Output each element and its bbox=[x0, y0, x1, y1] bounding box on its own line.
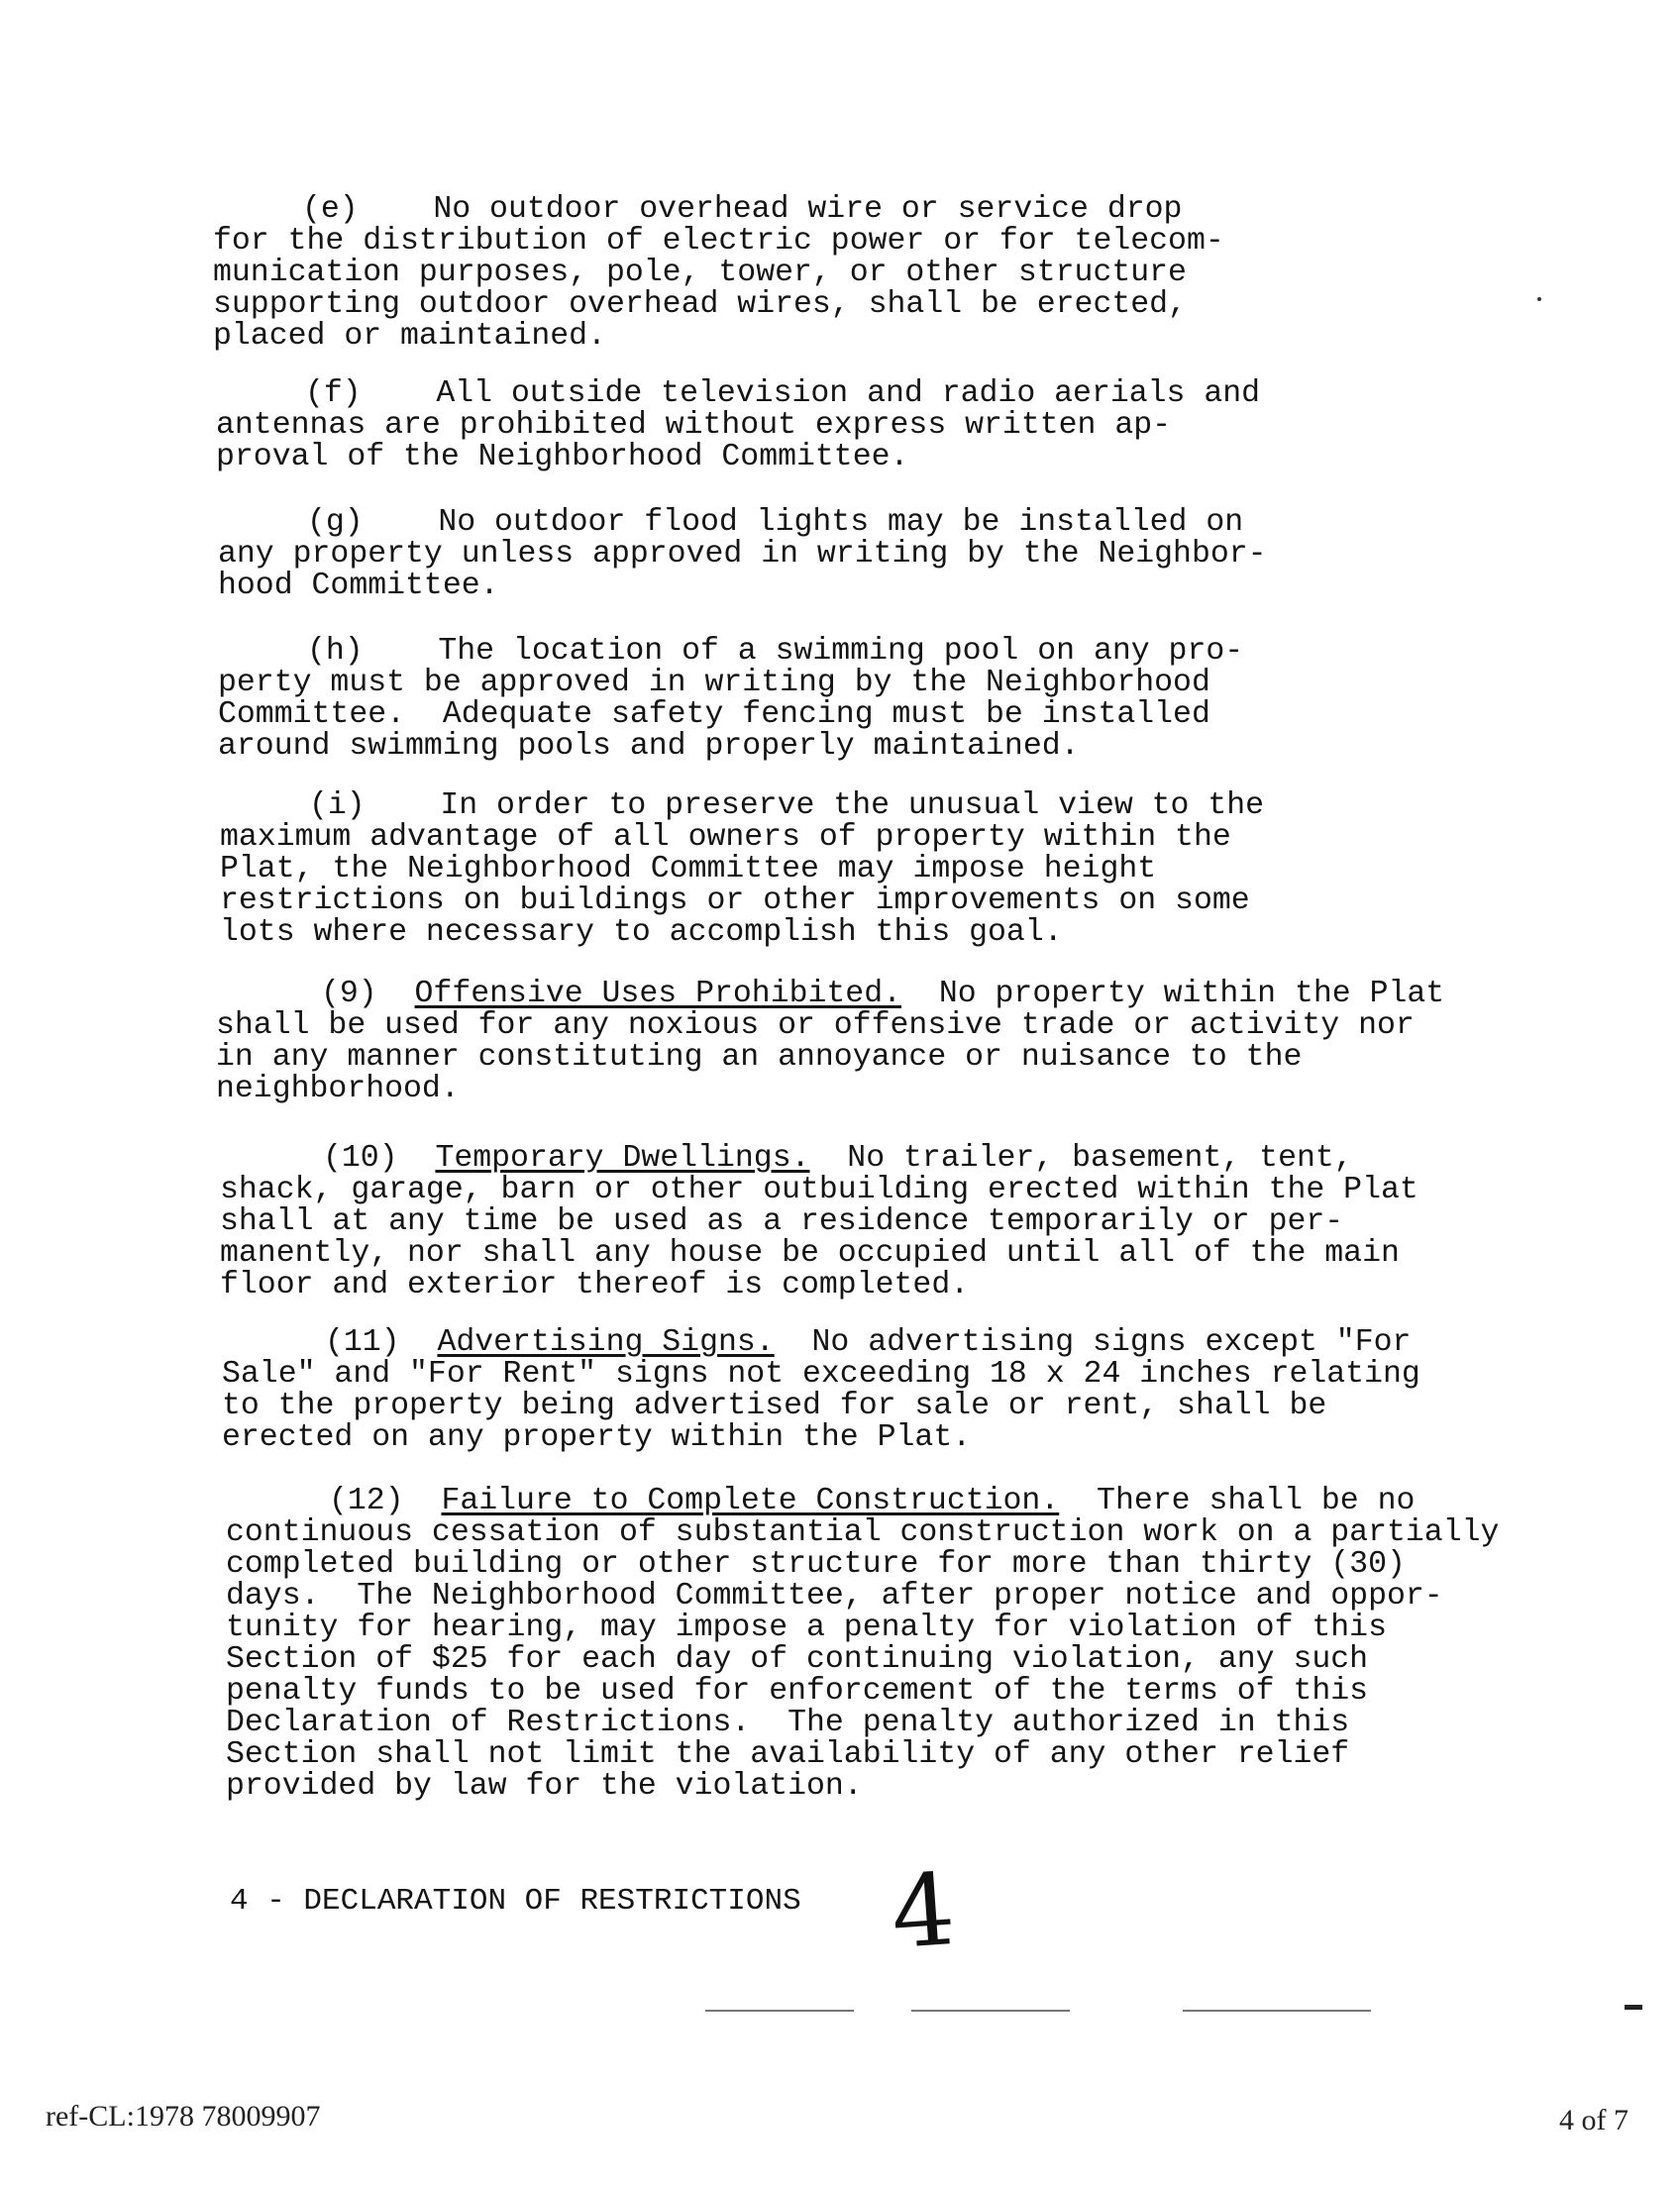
clause-h bbox=[218, 634, 1244, 764]
section-9-heading: Offensive Uses Prohibited. bbox=[414, 977, 902, 1011]
clause-f-line-1: All outside television and radio aerials and bbox=[361, 376, 1261, 411]
clause-g-label: (g) bbox=[307, 505, 364, 540]
section-12-line-3: completed building or other structure for more than thirty (30) bbox=[226, 1547, 1406, 1582]
section-12-first-line-rest: There shall be no bbox=[1059, 1484, 1416, 1518]
clause-f-line-3: proval of the Neighborhood Committee. bbox=[216, 440, 909, 474]
section-11-line-3: to the property being advertised for sale or rent, shall be bbox=[222, 1389, 1327, 1423]
clause-h-line-2: perty must be approved in writing by the Neighborhood bbox=[218, 666, 1210, 700]
section-11-heading: Advertising Signs. bbox=[437, 1325, 775, 1360]
scan-dash bbox=[705, 2010, 854, 2012]
section-9-number: (9) bbox=[321, 977, 377, 1011]
section-12-line-6: Section of $25 for each day of continuing violation, any such bbox=[226, 1642, 1369, 1677]
clause-e-line-1: No outdoor overhead wire or service drop bbox=[358, 192, 1183, 227]
clause-e-line-5: placed or maintained. bbox=[213, 319, 606, 354]
section-10-number: (10) bbox=[323, 1141, 398, 1176]
clause-i-line-1: In order to preserve the unusual view to the bbox=[365, 788, 1265, 823]
section-10-line-5: floor and exterior thereof is completed. bbox=[220, 1268, 970, 1302]
section-10-first-line-rest: No trailer, basement, tent, bbox=[809, 1141, 1353, 1176]
clause-g-line-2: any property unless approved in writing by the Neighbor- bbox=[218, 537, 1267, 572]
section-11-number: (11) bbox=[325, 1325, 400, 1360]
scan-speck bbox=[1537, 297, 1541, 301]
section-9 bbox=[216, 979, 1444, 1105]
clause-h-line-4: around swimming pools and properly maintained. bbox=[218, 729, 1080, 764]
clause-i-label: (i) bbox=[309, 788, 366, 823]
clause-h-line-3: Committee. Adequate safety fencing must be installed bbox=[218, 697, 1210, 732]
clause-f bbox=[216, 376, 1261, 474]
section-10 bbox=[220, 1143, 1418, 1302]
reference-number: ref-CL:1978 78009907 bbox=[46, 2100, 321, 2133]
section-12 bbox=[226, 1486, 1499, 1803]
section-12-line-7: penalty funds to be used for enforcement of the terms of this bbox=[226, 1674, 1369, 1709]
section-9-line-3: in any manner constituting an annoyance or nuisance to the bbox=[216, 1040, 1303, 1075]
section-11-line-2: Sale" and "For Rent" signs not exceeding 18 x 24 inches relating bbox=[222, 1357, 1420, 1392]
clause-i-line-2: maximum advantage of all owners of property within the bbox=[220, 820, 1231, 855]
section-12-line-9: Section shall not limit the availability of any other relief bbox=[226, 1737, 1350, 1772]
section-12-line-8: Declaration of Restrictions. The penalty authorized in this bbox=[226, 1706, 1350, 1740]
section-9-line-4: neighborhood. bbox=[216, 1072, 460, 1106]
handwritten-page-number: 4 bbox=[887, 1850, 959, 1972]
section-12-line-2: continuous cessation of substantial construction work on a partially bbox=[226, 1515, 1500, 1550]
section-12-heading: Failure to Complete Construction. bbox=[441, 1484, 1060, 1518]
section-9-first-line-rest: No property within the Plat bbox=[901, 977, 1445, 1011]
section-11-line-4: erected on any property within the Plat. bbox=[222, 1420, 972, 1455]
section-10-line-4: manently, nor shall any house be occupied until all of the main bbox=[220, 1236, 1400, 1271]
section-10-heading: Temporary Dwellings. bbox=[435, 1141, 810, 1176]
section-11-first-line-rest: No advertising signs except "For bbox=[774, 1325, 1412, 1360]
section-10-line-2: shack, garage, barn or other outbuilding erected within the Plat bbox=[220, 1173, 1418, 1207]
clause-e-line-4: supporting outdoor overhead wires, shall be erected, bbox=[213, 287, 1187, 322]
clause-i-line-3: Plat, the Neighborhood Committee may impose height bbox=[220, 852, 1157, 886]
clause-e-label: (e) bbox=[302, 192, 359, 227]
clause-h-line-1: The location of a swimming pool on any pro- bbox=[363, 634, 1244, 669]
clause-f-label: (f) bbox=[305, 376, 362, 411]
clause-i-line-4: restrictions on buildings or other improvements on some bbox=[220, 884, 1250, 918]
clause-e bbox=[213, 192, 1224, 354]
clause-i-line-5: lots where necessary to accomplish this goal. bbox=[220, 915, 1063, 950]
clause-h-label: (h) bbox=[307, 634, 364, 669]
clause-f-line-2: antennas are prohibited without express written ap- bbox=[216, 408, 1172, 443]
clause-g-line-1: No outdoor flood lights may be installed on bbox=[363, 505, 1244, 540]
section-9-line-2: shall be used for any noxious or offensive trade or activity nor bbox=[216, 1008, 1415, 1043]
section-10-line-3: shall at any time be used as a residence temporarily or per- bbox=[220, 1204, 1344, 1239]
page-count: 4 of 7 bbox=[1559, 2104, 1628, 2136]
section-12-line-4: days. The Neighborhood Committee, after proper notice and oppor- bbox=[226, 1579, 1443, 1614]
section-12-number: (12) bbox=[329, 1484, 404, 1518]
clause-e-line-3: munication purposes, pole, tower, or other structure bbox=[213, 256, 1187, 290]
clause-e-line-2: for the distribution of electric power or for telecom- bbox=[213, 224, 1224, 259]
section-12-line-10: provided by law for the violation. bbox=[226, 1769, 863, 1804]
scan-mark bbox=[1625, 2005, 1642, 2010]
section-11 bbox=[222, 1327, 1420, 1454]
footer-title: 4 - DECLARATION OF RESTRICTIONS bbox=[230, 1884, 801, 1919]
scan-dash bbox=[1183, 2010, 1371, 2012]
clause-g bbox=[218, 505, 1267, 603]
clause-g-line-3: hood Committee. bbox=[218, 569, 499, 603]
section-12-line-5: tunity for hearing, may impose a penalty for violation of this bbox=[226, 1611, 1387, 1645]
clause-i bbox=[220, 788, 1265, 950]
scan-dash bbox=[911, 2010, 1070, 2012]
